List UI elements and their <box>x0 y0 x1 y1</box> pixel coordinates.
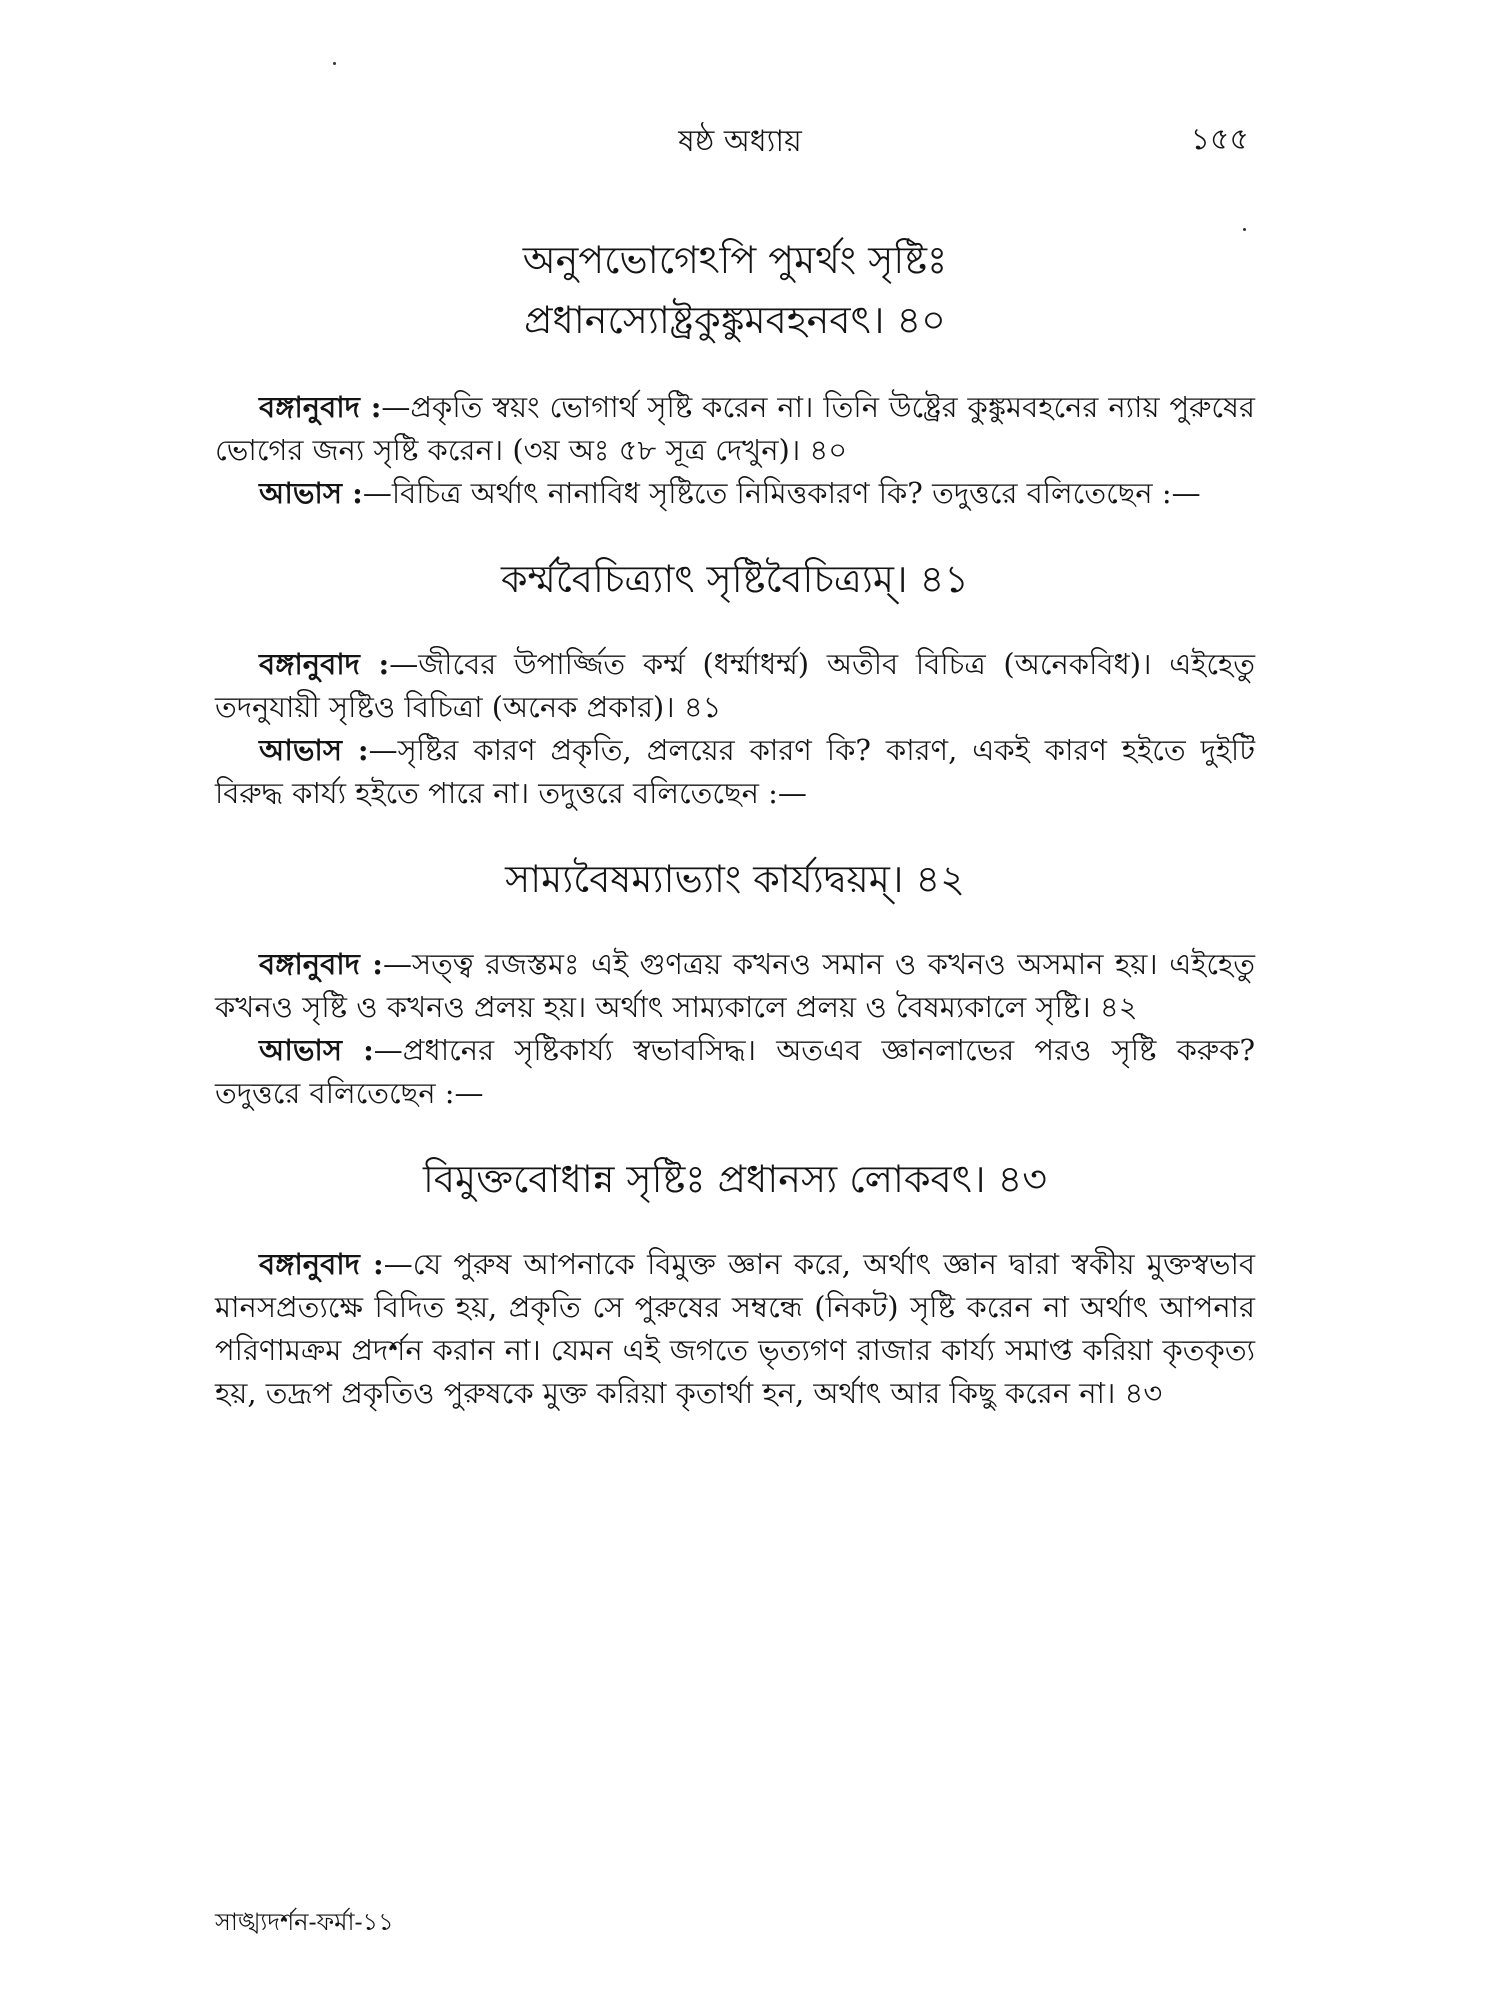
sutra-40 <box>215 230 1255 350</box>
translation-text: —জীবের উপার্জ্জিত কর্ম্ম (ধর্ম্মাধর্ম্ম) অতীব বিচিত্র (অনেকবিধ)। এইহেতু তদনুযায়ী সৃষ্টিও বিচিত্রা (অনেক প্রকার)। ৪১ <box>215 647 1255 724</box>
print-speck <box>333 62 336 65</box>
translation-paragraph <box>215 643 1255 729</box>
abhas-text: —সৃষ্টির কারণ প্রকৃতি, প্রলয়ের কারণ কি? কারণ, একই কারণ হইতে দুইটি বিরুদ্ধ কার্য্য হইতে পারে না। তদুত্তরে বলিতেছেন :— <box>215 733 1255 810</box>
sutra-43 <box>215 1149 1255 1209</box>
sutra-41 <box>215 549 1255 609</box>
page-content <box>215 230 1255 1415</box>
translation-label: বঙ্গানুবাদ : <box>259 947 384 981</box>
abhas-paragraph <box>215 729 1255 815</box>
translation-paragraph <box>215 943 1255 1029</box>
translation-text: —সত্ত্ব রজস্তমঃ এই গুণত্রয় কখনও সমান ও কখনও অসমান হয়। এইহেতু কখনও সৃষ্টি ও কখনও প্রলয় হয়। অর্থাৎ সাম্যকালে প্রলয় ও বৈষম্যকালে সৃষ্টি। ৪২ <box>215 947 1255 1024</box>
abhas-paragraph <box>215 1029 1255 1115</box>
signature-mark: সাঙ্খ্যদর্শন-ফর্মা-১১ <box>215 1908 394 1936</box>
abhas-label: আভাস : <box>259 733 369 767</box>
running-title: ষষ্ঠ অধ্যায় <box>678 124 802 159</box>
sutra-line: প্রধানস্যোষ্ট্রকুঙ্কুমবহনবৎ। ৪০ <box>524 298 946 342</box>
translation-paragraph <box>215 386 1255 472</box>
abhas-paragraph <box>215 472 1255 515</box>
translation-text: —প্রকৃতি স্বয়ং ভোগার্থ সৃষ্টি করেন না। তিনি উষ্ট্রের কুঙ্কুমবহনের ন্যায় পুরুষের ভোগের জন্য সৃষ্টি করেন। (৩য় অঃ ৫৮ সূত্র দেখুন)। ৪০ <box>215 390 1255 467</box>
sutra-line: কর্ম্মবৈচিত্র্যাৎ সৃষ্টিবৈচিত্র্যম্। ৪১ <box>501 557 969 601</box>
translation-label: বঙ্গানুবাদ : <box>259 390 382 424</box>
abhas-label: আভাস : <box>259 1033 374 1067</box>
sutra-line: সাম্যবৈষম্যাভ্যাং কার্য্যদ্বয়ম্। ৪২ <box>505 857 965 901</box>
translation-label: বঙ্গানুবাদ : <box>259 1247 384 1281</box>
sutra-line: বিমুক্তবোধান্ন সৃষ্টিঃ প্রধানস্য লোকবৎ। ৪৩ <box>422 1157 1048 1201</box>
translation-paragraph <box>215 1243 1255 1415</box>
sutra-42 <box>215 849 1255 909</box>
abhas-text: —বিচিত্র অর্থাৎ নানাবিধ সৃষ্টিতে নিমিত্তকারণ কি? তদুত্তরে বলিতেছেন :— <box>362 476 1201 510</box>
sutra-line: অনুপভোগেঽপি পুমর্থং সৃষ্টিঃ <box>522 238 948 282</box>
translation-label: বঙ্গানুবাদ : <box>259 647 390 681</box>
abhas-text: —প্রধানের সৃষ্টিকার্য্য স্বভাবসিদ্ধ। অতএব জ্ঞানলাভের পরও সৃষ্টি করুক? তদুত্তরে বলিতেছেন :— <box>215 1033 1255 1110</box>
translation-text: —যে পুরুষ আপনাকে বিমুক্ত জ্ঞান করে, অর্থাৎ জ্ঞান দ্বারা স্বকীয় মুক্তস্বভাব মানসপ্রত্যক্ষে বিদিত হয়, প্রকৃতি সে পুরুষের সম্বন্ধে (নিকট) সৃষ্টি করেন না অর্থাৎ আপনার পরিণামক্রম প্রদর্শন করান না। যেমন এই জগতে ভৃত্যগণ রাজার কার্য্য সমাপ্ত করিয়া কৃতকৃত্য হয়, তদ্রূপ প্রকৃতিও পুরুষকে মুক্ত করিয়া কৃতার্থা হন, অর্থাৎ আর কিছু করেন না। ৪৩ <box>215 1247 1255 1410</box>
abhas-label: আভাস : <box>259 476 363 510</box>
page-number: ১৫৫ <box>1190 122 1249 157</box>
page-header <box>215 122 1265 172</box>
